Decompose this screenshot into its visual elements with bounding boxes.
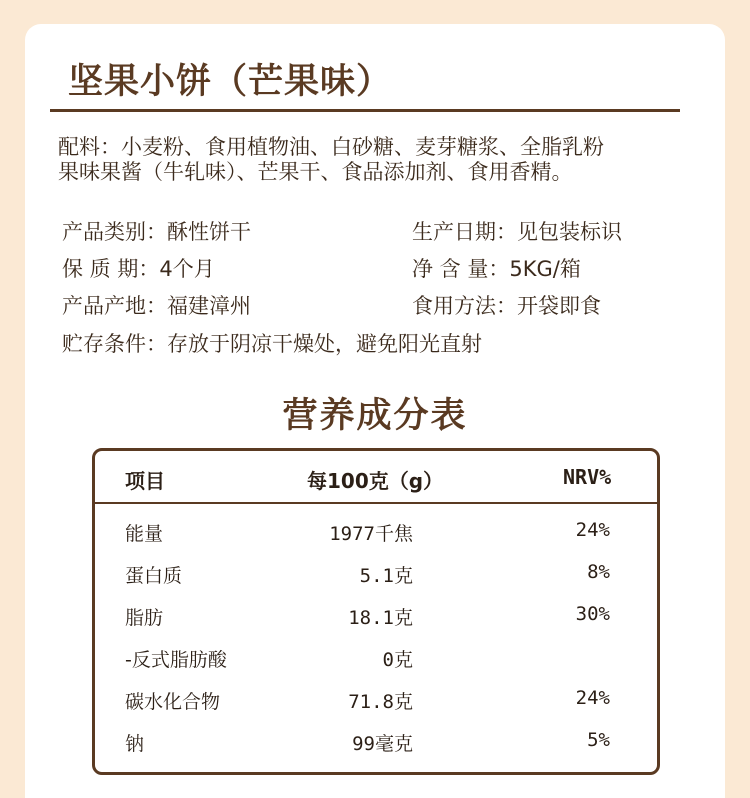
info-category-label: 产品类别： bbox=[62, 220, 167, 244]
info-shelf-life-label: 保 质 期： bbox=[62, 257, 160, 281]
info-production-date-value: 见包装标识 bbox=[517, 220, 622, 244]
row-nrv: 8% bbox=[587, 561, 610, 583]
info-production-date-label: 生产日期： bbox=[412, 220, 517, 244]
info-net-content bbox=[412, 255, 581, 283]
info-storage-value: 存放于阴凉干燥处，避免阳光直射 bbox=[167, 332, 482, 356]
row-amount: 18.1克 bbox=[348, 607, 413, 629]
info-usage-label: 食用方法： bbox=[412, 294, 517, 318]
row-name: 碳水化合物 bbox=[125, 691, 221, 713]
row-name: 钠 bbox=[125, 733, 145, 755]
info-category bbox=[62, 218, 251, 246]
info-storage-label: 贮存条件： bbox=[62, 332, 167, 356]
row-amount: 99毫克 bbox=[352, 733, 413, 755]
row-nrv: 24% bbox=[575, 519, 610, 541]
info-net-content-value: 5KG/箱 bbox=[509, 257, 581, 281]
header-nrv: NRV% bbox=[563, 465, 612, 489]
header-divider bbox=[95, 502, 657, 504]
row-nrv: 30% bbox=[575, 603, 610, 625]
header-item: 项目 bbox=[125, 469, 165, 493]
info-origin-value: 福建漳州 bbox=[167, 294, 251, 318]
nutrition-title: 营养成分表 bbox=[282, 396, 468, 436]
product-title: 坚果小饼（芒果味） bbox=[68, 62, 393, 102]
info-origin bbox=[62, 292, 251, 320]
title-divider bbox=[50, 109, 680, 112]
row-name: 脂肪 bbox=[125, 607, 164, 629]
info-category-value: 酥性饼干 bbox=[167, 220, 251, 244]
ingredients-line-1: 配料：小麦粉、食用植物油、白砂糖、麦芽糖浆、全脂乳粉 bbox=[58, 135, 604, 159]
row-name: -反式脂肪酸 bbox=[125, 649, 227, 671]
row-amount: 71.8克 bbox=[348, 691, 413, 713]
info-usage-value: 开袋即食 bbox=[517, 294, 601, 318]
row-amount: 5.1克 bbox=[359, 565, 413, 587]
row-name: 能量 bbox=[125, 523, 164, 545]
info-shelf-life bbox=[62, 255, 215, 283]
row-name: 蛋白质 bbox=[125, 565, 183, 587]
header-per-100g: 每100克（g） bbox=[307, 469, 444, 493]
ingredients-line-2: 果味果酱（牛轧味）、芒果干、食品添加剂、食用香精。 bbox=[58, 160, 573, 184]
info-production-date bbox=[412, 218, 622, 246]
row-nrv: 5% bbox=[587, 729, 610, 751]
row-amount: 1977千焦 bbox=[329, 523, 413, 545]
row-nrv: 24% bbox=[575, 687, 610, 709]
info-net-content-label: 净 含 量： bbox=[412, 257, 510, 281]
row-amount: 0克 bbox=[382, 649, 413, 671]
nutrition-table bbox=[92, 448, 660, 775]
info-usage bbox=[412, 292, 601, 320]
info-origin-label: 产品产地： bbox=[62, 294, 167, 318]
ingredients-text bbox=[58, 135, 708, 185]
info-storage bbox=[62, 330, 482, 358]
info-shelf-life-value: 4个月 bbox=[159, 257, 215, 281]
